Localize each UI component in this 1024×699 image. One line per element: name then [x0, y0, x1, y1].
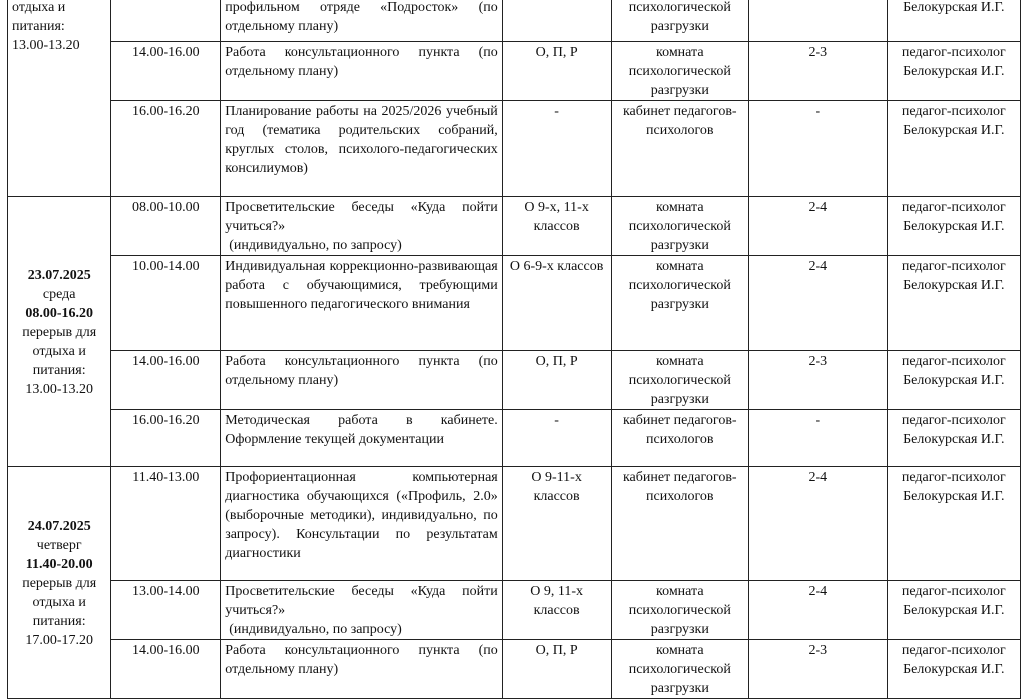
participants-cell [502, 0, 611, 42]
classes-cell [749, 0, 888, 42]
time-cell: 13.00-14.00 [111, 581, 221, 640]
classes-cell: 2-3 [749, 351, 888, 410]
day-break-line: отдыха и [32, 343, 86, 359]
day-hours: 08.00-16.20 [25, 305, 94, 321]
table-row [8, 351, 1021, 410]
place-cell: комната психологической разгрузки [611, 351, 749, 410]
time-cell: 11.40-13.00 [111, 467, 221, 581]
day-break-line: питания: [32, 362, 86, 378]
classes-cell: 2-4 [749, 467, 888, 581]
time-cell [111, 0, 221, 42]
table-row [8, 640, 1021, 699]
day-date: 24.07.2025 [27, 518, 91, 534]
time-cell: 08.00-10.00 [111, 197, 221, 256]
day-break-line: питания: [32, 613, 86, 629]
participants-cell: О 6-9-х классов [502, 256, 611, 351]
time-cell: 16.00-16.20 [111, 101, 221, 197]
place-cell: комната психологической разгрузки [611, 197, 749, 256]
table-row [8, 256, 1021, 351]
day-break-line: отдыха и [12, 0, 66, 15]
participants-cell: О 9-11-х классов [502, 467, 611, 581]
participants-cell: - [502, 410, 611, 467]
place-cell: комната психологической разгрузки [611, 581, 749, 640]
classes-cell: - [749, 410, 888, 467]
responsible-cell: педагог-психолог Белокурская И.Г. [887, 581, 1020, 640]
day-cell [8, 197, 111, 467]
table-row [8, 42, 1021, 101]
classes-cell: 2-4 [749, 197, 888, 256]
participants-cell: О, П, Р [502, 351, 611, 410]
activity-cell: профильном отряде «Подросток» (по отдельному плану) [221, 0, 503, 42]
table-row [8, 410, 1021, 467]
activity-cell [221, 581, 503, 640]
activity-note: (индивидуально, по запросу) [229, 238, 402, 253]
classes-cell: 2-4 [749, 256, 888, 351]
table-row [8, 101, 1021, 197]
table-row [8, 581, 1021, 640]
day-break-line: 17.00-17.20 [25, 632, 94, 648]
day-date: 23.07.2025 [27, 267, 91, 283]
day-weekday: четверг [36, 537, 82, 553]
time-cell: 14.00-16.00 [111, 640, 221, 699]
responsible-cell: педагог-психолог Белокурская И.Г. [887, 197, 1020, 256]
activity-cell: Планирование работы на 2025/2026 учебный год (тематика родительских собраний, круглых столов, психолого-педагогических консилиумов) [221, 101, 503, 197]
time-cell: 16.00-16.20 [111, 410, 221, 467]
time-cell: 14.00-16.00 [111, 351, 221, 410]
responsible-cell: Белокурская И.Г. [887, 0, 1020, 42]
activity-text: Просветительские беседы «Куда пойти учиться?» [225, 584, 498, 618]
participants-cell: О, П, Р [502, 42, 611, 101]
place-cell: психологической разгрузки [611, 0, 749, 42]
activity-text: Просветительские беседы «Куда пойти учиться?» [225, 200, 498, 234]
day-weekday: среда [42, 286, 76, 302]
activity-cell: Профориентационная компьютерная диагностика обучающихся («Профиль, 2.0» (выборочные методики), индивидуально, по запросу). Консультации по результатам диагностики [221, 467, 503, 581]
day-break-line: 13.00-13.20 [12, 38, 80, 53]
responsible-cell: педагог-психолог Белокурская И.Г. [887, 351, 1020, 410]
participants-cell: О 9, 11-х классов [502, 581, 611, 640]
schedule-table [7, 0, 1021, 699]
place-cell: кабинет педагогов-психологов [611, 101, 749, 197]
day-cell [8, 0, 111, 197]
place-cell: кабинет педагогов-психологов [611, 467, 749, 581]
participants-cell: - [502, 101, 611, 197]
day-break-line: питания: [12, 19, 65, 34]
table-row [8, 197, 1021, 256]
responsible-cell: педагог-психолог Белокурская И.Г. [887, 42, 1020, 101]
day-break-line: перерыв для [22, 575, 97, 591]
responsible-cell: педагог-психолог Белокурская И.Г. [887, 467, 1020, 581]
time-cell: 14.00-16.00 [111, 42, 221, 101]
day-cell [8, 467, 111, 699]
day-break-line: перерыв для [22, 324, 97, 340]
classes-cell: 2-3 [749, 42, 888, 101]
classes-cell: 2-3 [749, 640, 888, 699]
responsible-cell: педагог-психолог Белокурская И.Г. [887, 256, 1020, 351]
activity-cell: Индивидуальная коррекционно-развивающая работа с обучающимися, требующими повышенного педагогического внимания [221, 256, 503, 351]
activity-cell: Методическая работа в кабинете. Оформление текущей документации [221, 410, 503, 467]
activity-cell: Работа консультационного пункта (по отдельному плану) [221, 42, 503, 101]
day-break-line: 13.00-13.20 [25, 381, 94, 397]
participants-cell: О 9-х, 11-х классов [502, 197, 611, 256]
place-cell: комната психологической разгрузки [611, 256, 749, 351]
place-cell: кабинет педагогов-психологов [611, 410, 749, 467]
responsible-cell: педагог-психолог Белокурская И.Г. [887, 640, 1020, 699]
activity-cell [221, 197, 503, 256]
schedule-page [7, 0, 1021, 696]
place-cell: комната психологической разгрузки [611, 640, 749, 699]
time-cell: 10.00-14.00 [111, 256, 221, 351]
table-row [8, 467, 1021, 581]
day-hours: 11.40-20.00 [25, 556, 93, 572]
participants-cell: О, П, Р [502, 640, 611, 699]
activity-note: (индивидуально, по запросу) [229, 622, 402, 637]
classes-cell: 2-4 [749, 581, 888, 640]
classes-cell: - [749, 101, 888, 197]
table-row [8, 0, 1021, 42]
activity-cell: Работа консультационного пункта (по отдельному плану) [221, 640, 503, 699]
day-break-line: отдыха и [32, 594, 86, 610]
responsible-cell: педагог-психолог Белокурская И.Г. [887, 410, 1020, 467]
activity-cell: Работа консультационного пункта (по отдельному плану) [221, 351, 503, 410]
responsible-cell: педагог-психолог Белокурская И.Г. [887, 101, 1020, 197]
place-cell: комната психологической разгрузки [611, 42, 749, 101]
